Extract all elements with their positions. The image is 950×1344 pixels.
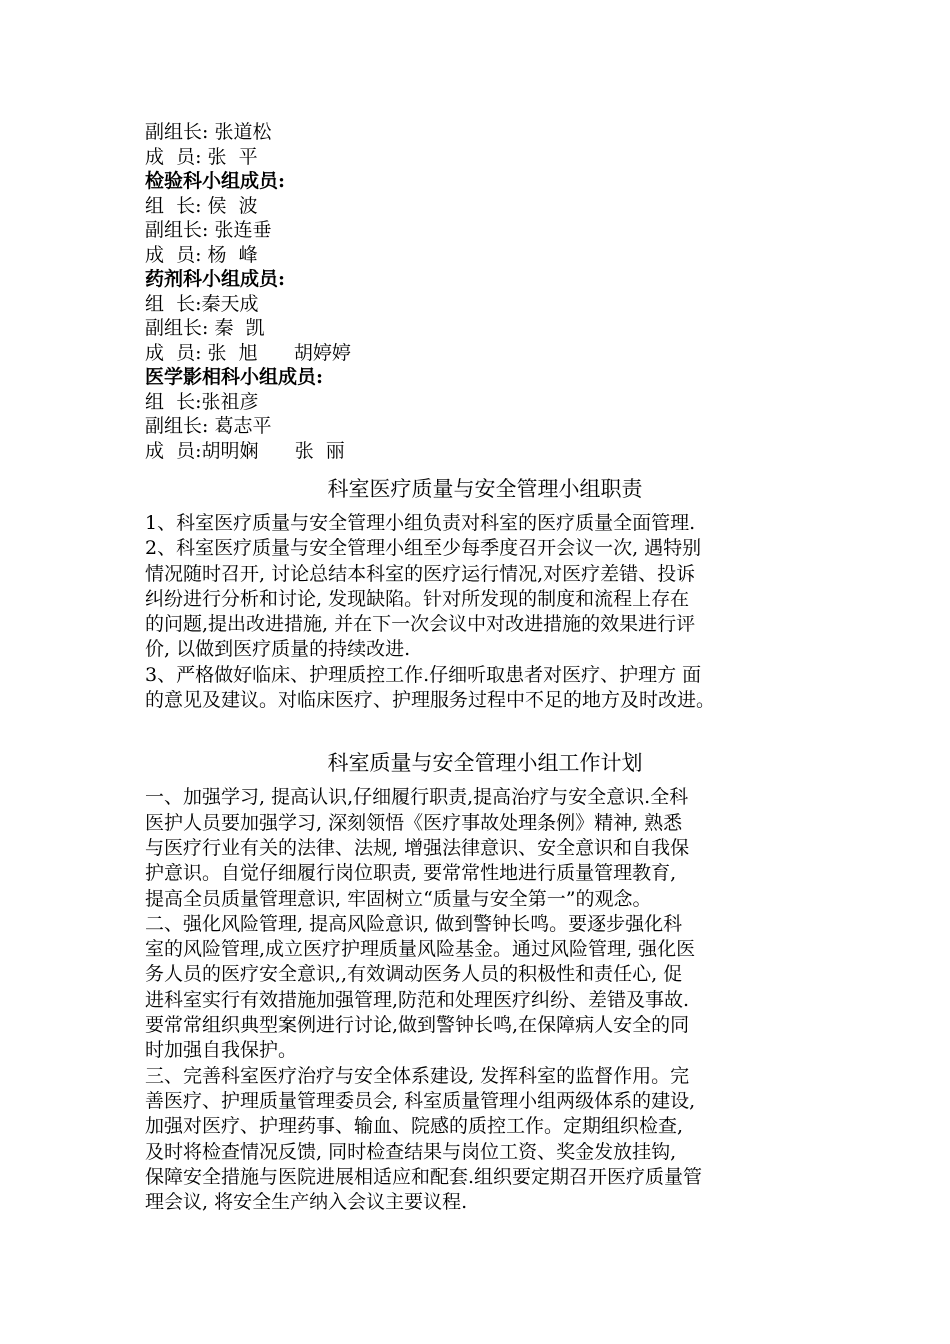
member-line: 组 长:秦天成 <box>145 292 259 315</box>
member-line: 副组长: 张连垂 <box>145 219 272 241</box>
duties-line: 情况随时召开, 讨论总结本科室的医疗运行情况,对医疗差错、投诉 <box>145 562 696 585</box>
member-line: 组 长:张祖彦 <box>145 390 259 413</box>
member-line: 副组长: 张道松 <box>145 121 272 143</box>
plan-line: 与医疗行业有关的法律、法规, 增强法律意识、安全意识和自我保 <box>145 836 690 859</box>
member-line: 成 员:胡明娴 张 丽 <box>145 439 345 462</box>
duties-line: 3、严格做好临床、护理质控工作.仔细听取患者对医疗、护理方 面 <box>145 663 702 686</box>
document-page <box>145 120 825 1215</box>
plan-title: 科室质量与安全管理小组工作计划 <box>327 751 643 776</box>
member-line: 副组长: 秦 凯 <box>145 317 265 339</box>
duties-body <box>145 511 825 713</box>
plan-line: 三、完善科室医疗治疗与安全体系建设, 发挥科室的监督作用。完 <box>145 1064 690 1087</box>
plan-line: 进科室实行有效措施加强管理,防范和处理医疗纠纷、差错及事故. <box>145 988 690 1011</box>
group-heading-lab: 检验科小组成员: <box>145 170 286 192</box>
plan-line: 提高全员质量管理意识, 牢固树立“质量与安全第一”的观念。 <box>145 887 652 910</box>
plan-line: 理会议, 将安全生产纳入会议主要议程. <box>145 1191 468 1214</box>
plan-line: 要常常组织典型案例进行讨论,做到警钟长鸣,在保障病人安全的同 <box>145 1014 690 1037</box>
group-heading-pharmacy: 药剂科小组成员: <box>145 268 286 290</box>
duties-line: 1、科室医疗质量与安全管理小组负责对科室的医疗质量全面管理. <box>145 512 696 534</box>
plan-line: 护意识。自觉仔细履行岗位职责, 要常常性地进行质量管理教育, <box>145 862 677 885</box>
member-line: 成 员: 张 平 <box>145 145 258 168</box>
member-list <box>145 120 825 463</box>
plan-line: 一、加强学习, 提高认识,仔细履行职责,提高治疗与安全意识.全科 <box>145 786 689 809</box>
member-line: 成 员: 张 旭 胡婷婷 <box>145 341 351 364</box>
plan-line: 善医疗、护理质量管理委员会, 科室质量管理小组两级体系的建设, <box>145 1089 696 1112</box>
duties-line: 的意见及建议。对临床医疗、护理服务过程中不足的地方及时改进。 <box>145 689 716 712</box>
member-line: 副组长: 葛志平 <box>145 415 272 437</box>
plan-line: 务人员的医疗安全意识,,有效调动医务人员的积极性和责任心, 促 <box>145 963 683 986</box>
plan-line: 加强对医疗、护理药事、输血、院感的质控工作。定期组织检查, <box>145 1115 684 1138</box>
plan-line: 医护人员要加强学习, 深刻领悟《医疗事故处理条例》精神, 熟悉 <box>145 811 683 834</box>
group-heading-imaging: 医学影相科小组成员: <box>145 366 324 388</box>
duties-line: 价, 以做到医疗质量的持续改进. <box>145 638 411 661</box>
plan-line: 及时将检查情况反馈, 同时检查结果与岗位工资、奖金发放挂钩, <box>145 1140 677 1163</box>
member-line: 成 员: 杨 峰 <box>145 243 258 266</box>
member-line: 组 长: 侯 波 <box>145 194 258 217</box>
plan-line: 时加强自我保护。 <box>145 1039 298 1062</box>
plan-body <box>145 785 825 1215</box>
duties-line: 的问题,提出改进措施, 并在下一次会议中对改进措施的效果进行评 <box>145 613 696 636</box>
plan-line: 二、强化风险管理, 提高风险意识, 做到警钟长鸣。要逐步强化科 <box>145 912 683 935</box>
duties-line: 纠纷进行分析和讨论, 发现缺陷。针对所发现的制度和流程上存在 <box>145 587 690 610</box>
plan-line: 室的风险管理,成立医疗护理质量风险基金。通过风险管理, 强化医 <box>145 938 696 961</box>
duties-title: 科室医疗质量与安全管理小组职责 <box>327 477 643 501</box>
duties-line: 2、科室医疗质量与安全管理小组至少每季度召开会议一次, 遇特别 <box>145 537 702 560</box>
plan-line: 保障安全措施与医院进展相适应和配套.组织要定期召开医疗质量管 <box>145 1165 703 1188</box>
